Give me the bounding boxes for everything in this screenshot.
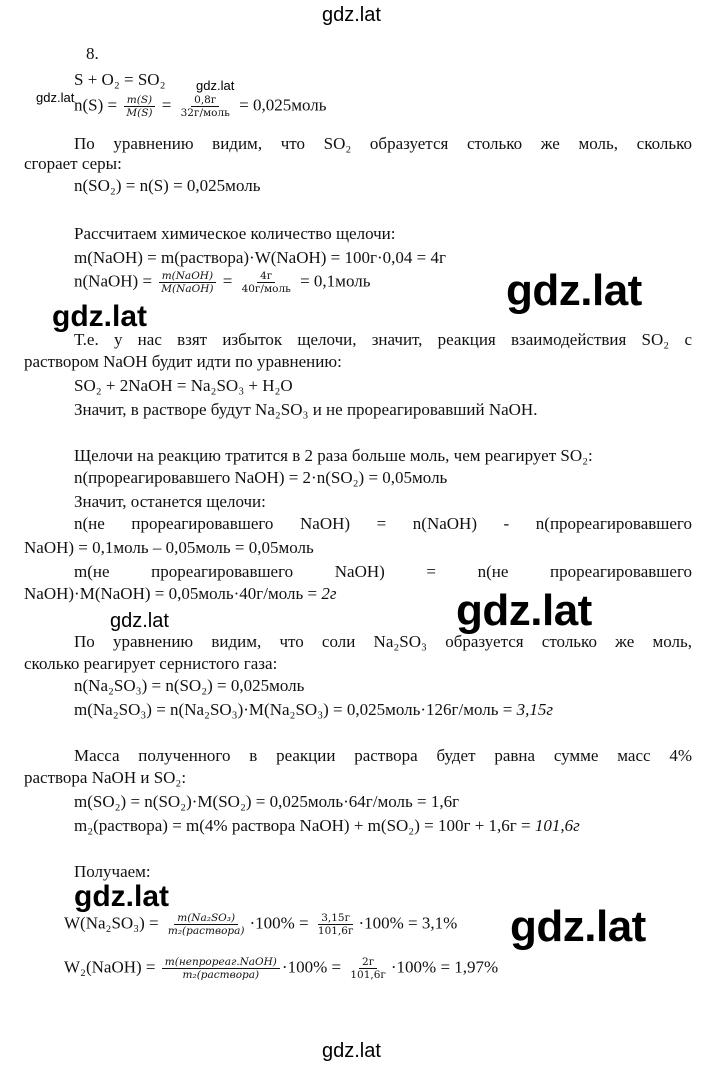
watermark-large: gdz.lat: [506, 266, 642, 315]
formula-m-naoh: m(NaOH) = m(раствора)·W(NaOH) = 100г·0,04 = 4г: [74, 248, 446, 267]
formula-w-na2so3: W(Na₂SO₃) = $\frac{\text{m(Na₂SO₃)}}{\text{m₂(раствора)}}$ ·100% = $\frac{3,15г}{101,6г}$ ·100% = 3,1%: [64, 912, 458, 937]
text-line: раствора NaOH и SO₂:: [24, 768, 187, 787]
text-line: Щелочи на реакцию тратится в 2 раза больше моль, чем реагирует SO₂:: [74, 446, 593, 465]
watermark-large: gdz.lat: [456, 586, 592, 635]
watermark-small: gdz.lat: [196, 78, 235, 93]
formula-n-so2: n(SO₂) = n(S) = 0,025моль: [74, 176, 261, 195]
text-line: Рассчитаем химическое количество щелочи:: [74, 224, 396, 243]
problem-number: 8.: [86, 44, 99, 63]
text-line: сколько реагирует сернистого газа:: [24, 654, 278, 673]
watermark-small: gdz.lat: [110, 610, 169, 632]
formula-m-so2: m(SO₂) = n(SO₂)·M(SO₂) = 0,025моль·64г/моль = 1,6г: [74, 792, 460, 811]
watermark-large: gdz.lat: [510, 902, 646, 951]
formula-m2-solution: m₂(раствора) = m(4% раствора NaOH) + m(SO₂) = 100г + 1,6г = 101,6г: [74, 816, 580, 835]
text-line: Масса полученного в реакции раствора будет равна сумме масс 4%: [74, 746, 692, 765]
text-line: Значит, в растворе будут Na₂SO₃ и не прореагировавший NaOH.: [74, 400, 538, 419]
formula-w-naoh: W₂(NaOH) = $\frac{\text{m(непрореаг.NaOH)}}{\text{m₂(раствора)}}$ ·100% = $\frac{2г}{101,6г}$ ·100% = 1,97%: [64, 956, 499, 981]
watermark-medium: gdz.lat: [52, 300, 147, 333]
formula-m-left: m(не прореагировавшего NaOH) = n(не прореагировавшего: [74, 562, 692, 581]
formula-m-salt: m(Na₂SO₃) = n(Na₂SO₃)·M(Na₂SO₃) = 0,025моль·126г/моль = 3,15г: [74, 700, 553, 719]
watermark-small: gdz.lat: [36, 90, 75, 105]
text-line: Значит, останется щелочи:: [74, 492, 266, 511]
text-line: раствором NaOH будит идти по уравнению:: [24, 352, 342, 371]
formula-n-salt: n(Na₂SO₃) = n(SO₂) = 0,025моль: [74, 676, 305, 695]
reaction-so2-naoh: SO₂ + 2NaOH = Na₂SO₃ + H₂O: [74, 376, 293, 395]
text-line: Т.е. у нас взят избыток щелочи, значит, реакция взаимодействия SO₂ с: [74, 330, 692, 349]
formula-n-naoh: n(NaOH) = $\frac{\text{m(NaOH)}}{\text{M(NaOH)}}$ = $\frac{4г}{\text{40г/моль}}$ = 0,1моль: [74, 270, 371, 295]
formula-n-left-cont: NaOH) = 0,1моль – 0,05моль = 0,05моль: [24, 538, 314, 557]
formula-m-left-cont: NaOH)·M(NaOH) = 0,05моль·40г/моль = 2г: [24, 584, 337, 603]
formula-n-left: n(не прореагировавшего NaOH) = n(NaOH) - n(прореагировавшего: [74, 514, 692, 533]
watermark-bottom: gdz.lat: [322, 1040, 381, 1062]
text-line: По уравнению видим, что SO₂ образуется столько же моль, сколько: [74, 134, 692, 153]
text-line: сгорает серы:: [24, 154, 122, 173]
reaction-s-o2: S + O₂ = SO₂: [74, 70, 166, 89]
text-line: Получаем:: [74, 862, 151, 881]
watermark-medium: gdz.lat: [74, 880, 169, 913]
watermark-top: gdz.lat: [322, 4, 381, 26]
formula-n-reacted: n(прореагировавшего NaOH) = 2·n(SO₂) = 0,05моль: [74, 468, 448, 487]
text-line: По уравнению видим, что соли Na₂SO₃ образуется столько же моль,: [74, 632, 692, 651]
formula-n-s: n(S) = $\frac{m(S)}{M(S)}$ = $\frac{0,8г}{\text{32г/моль}}$ = 0,025моль: [74, 94, 327, 119]
